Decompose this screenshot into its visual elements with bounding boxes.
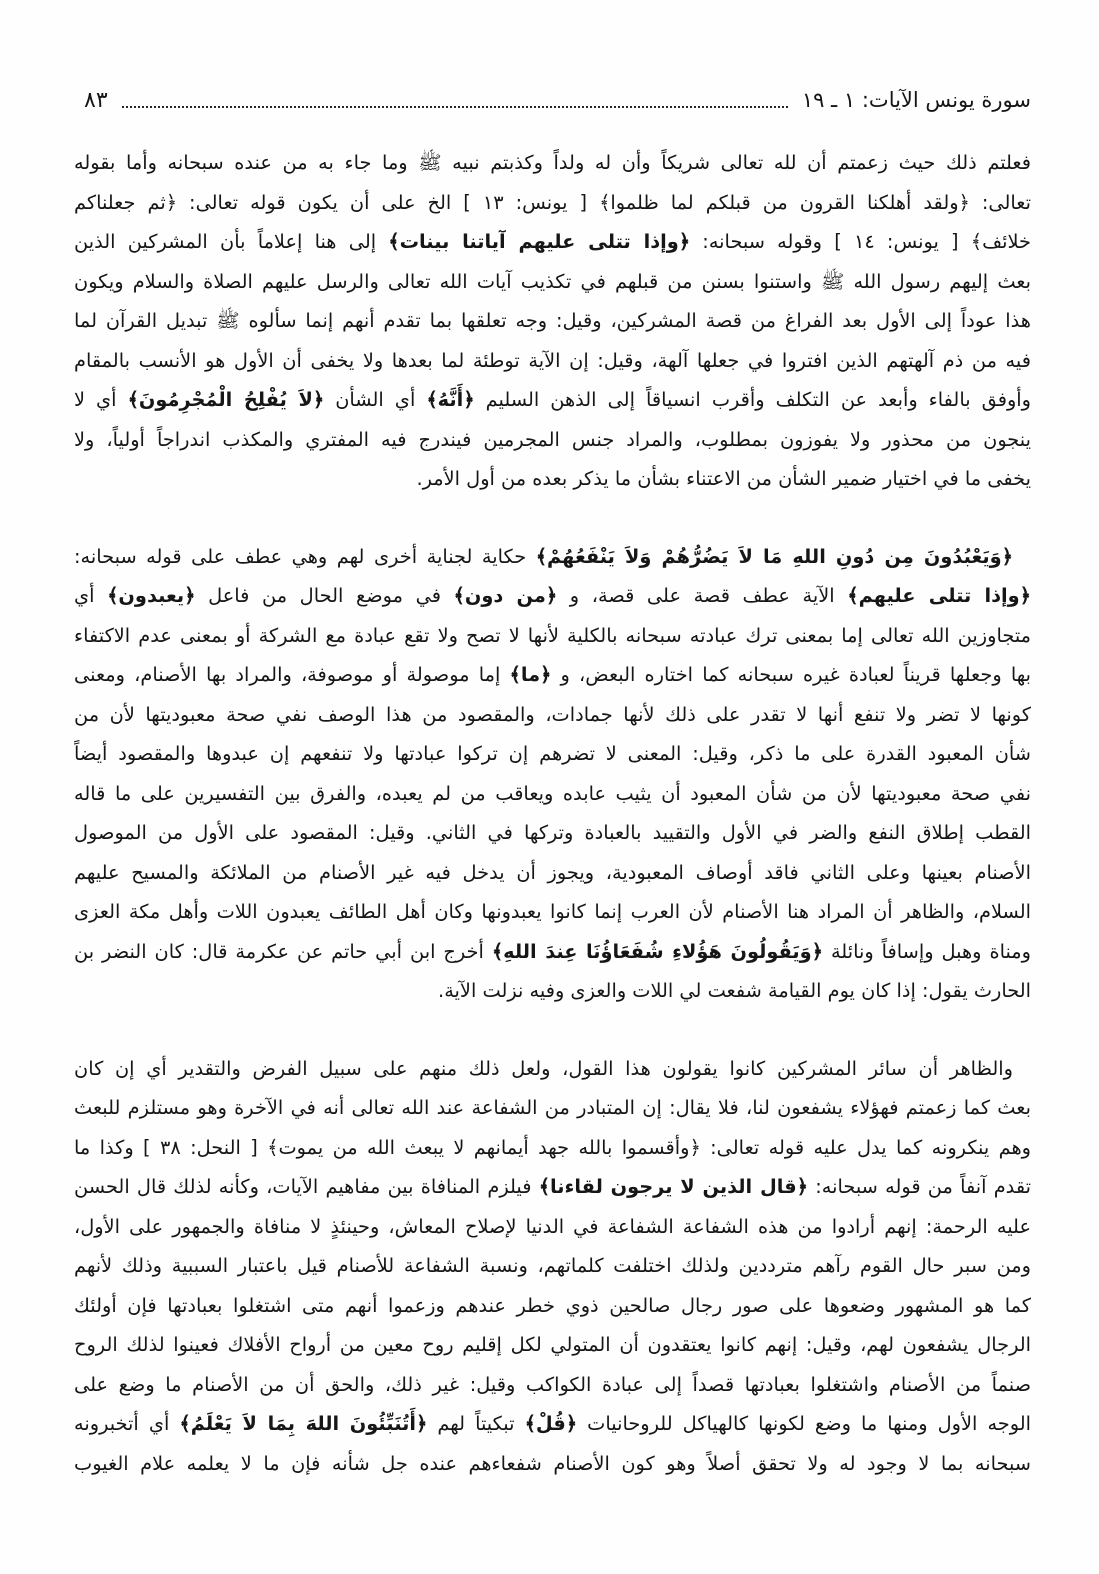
text-run: والظاهر أن سائر المشركين كانوا يقولون هذا القول، ولعل ذلك منهم على سبيل الفرض والتقدير أي إن كان [74, 1056, 1013, 1080]
text-run: أي أتخبرونه [74, 1412, 180, 1435]
text-line [74, 1246, 1031, 1286]
text-run: يخفى ما في اختيار ضمير الشأن من الاعتناء بشأن ما يذكر بعده من أول الأمر. [416, 467, 1031, 490]
text-line [74, 420, 1031, 460]
text-run: تقدم آنفاً من قوله سبحانه: [808, 1175, 1031, 1198]
text-line [74, 459, 1031, 499]
text-run: وهم ينكرونه كما يدل عليه قوله تعالى: ﴿وأقسموا بالله جهد أيمانهم لا يبعث الله من يموت﴾ [ النحل: ٣٨ ] وكذا ما [74, 1135, 1031, 1159]
text-line [74, 1325, 1031, 1365]
text-run: ينجون من محذور ولا يفوزون بمطلوب، والمراد جنس المجرمين فيندرج فيه المفتري والمكذب اندراجاً أولياً، ولا [74, 427, 1031, 451]
text-line [74, 1286, 1031, 1326]
text-run: هذا عوداً إلى الأول بعد الفراغ من قصة المشركين، وقيل: وجه تعلقها بما تقدم أنهم إنما سألوه ﷺ تبديل القرآن لما [74, 309, 1031, 332]
dot-leader [122, 106, 788, 108]
text-run: بعث كما زعمتم فهؤلاء يشفعون لنا، فلا يقال: إن المتبادر من الشفاعة عند الله تعالى أنه في الآخرة وهو مستلزم للبعث [74, 1096, 1031, 1119]
quran-quote: ﴿وَيَعْبُدُونَ مِن دُونِ اللهِ مَا لاَ يَضُرُّهُمْ وَلاَ يَنْفَعُهُمْ﴾ [535, 544, 1013, 568]
text-run: إما موصولة أو موصوفة، والمراد بها الأصنام، ومعنى [74, 663, 510, 686]
text-line [74, 813, 1031, 853]
text-run: الحارث يقول: إذا كان يوم القيامة شفعت لي اللات والعزى وفيه نزلت الآية. [438, 979, 1031, 1002]
quran-quote: ﴿وَيَقُولُونَ هَؤُلاءِ شُفَعَاؤُنَا عِندَ اللهِ﴾ [491, 939, 823, 963]
text-run: الوجه الأول ومنها ما وضع لكونها كالهياكل للروحانيات [577, 1412, 1031, 1435]
text-run: الأصنام بعينها وعلى الثاني فاقد أوصاف المعبودية، ويجوز أن يدخل فيه غير الأصنام من الملائكة والمسيح عليهم [74, 860, 1031, 884]
text-run: أي لا [74, 388, 128, 411]
text-line [74, 262, 1031, 302]
text-line [74, 1365, 1031, 1405]
text-run: صنماً من الأصنام واشتغلوا بعبادتها قصداً إلى عبادة الكواكب وقيل: غير ذلك، والحق أن من الأصنام ما وضع على [74, 1372, 1031, 1396]
text-line [74, 341, 1031, 381]
text-run: أي الشأن [324, 388, 427, 411]
text-line [74, 892, 1031, 932]
paragraph [74, 537, 1031, 1011]
text-line [74, 616, 1031, 656]
paragraph [74, 143, 1031, 499]
quran-quote: ﴿ما﴾ [509, 663, 552, 686]
quran-quote: ﴿قُلْ﴾ [524, 1412, 578, 1435]
text-line [74, 734, 1031, 774]
text-run: نفي صحة معبوديتها لأن من شأن المعبود أن يثيب عابده ويعاقب من لم يعبده، والفرق بين التفسيرين على ما قاله [74, 781, 1031, 805]
text-line [74, 1167, 1031, 1207]
text-line [74, 1404, 1031, 1444]
text-run: فعلتم ذلك حيث زعمتم أن لله تعالى شريكاً وأن له ولداً وكذبتم نبيه ﷺ وما جاء به من عنده سبحانه وأما بقوله [74, 151, 1031, 174]
text-run: سبحانه بما لا وجود له ولا تحقق أصلاً وهو كون الأصنام شفعاءهم عنده جل شأنه فإن ما لا يعلمه علام الغيوب [74, 1451, 1031, 1475]
text-run: القطب إطلاق النفع والضر في الأول والتقييد بالعبادة وتركها في الثاني. وقيل: المقصود على الأول من الموصول [74, 821, 1031, 844]
text-run: كما هو المشهور وضعوها على صور رجال صالحين ذوي خطر عندهم وزعموا أنهم متى اشتغلوا بعبادتها فإن أولئك [74, 1293, 1031, 1317]
quran-quote: ﴿لاَ يُفْلِحُ الْمُجْرِمُونَ﴾ [127, 388, 325, 411]
quran-quote: ﴿أَنَّهُ﴾ [426, 388, 475, 411]
text-run: فيلزم المنافاة بين مفاهيم الآيات، وكأنه لذلك قال الحسن [74, 1175, 539, 1198]
text-run: الرجال يشفعون لهم، وقيل: إنهم كانوا يعتقدون أن المتولي لكل إقليم روح معين من أرواح الأفلاك فعينوا لذلك الروح [74, 1333, 1031, 1356]
text-run: الآية عطف قصة على قصة، و [557, 584, 848, 607]
page-number: ٨٣ [84, 87, 108, 113]
quran-quote: ﴿يعبدون﴾ [107, 584, 196, 607]
text-line [74, 655, 1031, 695]
text-run: السلام، والظاهر أن المراد هنا الأصنام لأن العرب إنما كانوا يعبدونها وكان أهل الطائف يعبدون اللات وأهل مكة العزى [74, 900, 1031, 923]
quran-quote: ﴿من دون﴾ [453, 584, 558, 607]
text-run: ومناة وهبل وإسافاً ونائلة [822, 939, 1031, 963]
text-line [74, 932, 1031, 972]
quran-quote: ﴿وإذا تتلى عليهم آياتنا بينات﴾ [388, 230, 691, 253]
text-run: أخرج ابن أبي حاتم عن عكرمة قال: كان النضر بن [74, 939, 492, 963]
text-line [74, 380, 1031, 420]
running-title: سورة يونس الآيات: ١ ـ ١٩ [801, 88, 1031, 112]
text-line [74, 1207, 1031, 1247]
text-run: خلائف﴾ [ يونس: ١٤ ] وقوله سبحانه: [690, 230, 1031, 253]
body-text [74, 143, 1031, 1483]
text-line [74, 301, 1031, 341]
text-line [74, 1128, 1031, 1168]
text-run: في موضع الحال من فاعل [195, 584, 454, 607]
text-run: إلى هنا إعلاماً بأن المشركين الذين [74, 230, 389, 253]
text-run: عليه الرحمة: إنهم أرادوا من هذه الشفاعة الشفاعة في الدنيا لإصلاح المعاش، وحينئذٍ لا منافاة والجمهور على الأول، [74, 1214, 1031, 1238]
text-line [74, 576, 1031, 616]
quran-quote: ﴿أَتُنَبِّئُونَ اللهَ بِمَا لاَ يَعْلَمُ﴾ [179, 1412, 428, 1435]
text-run: فيه من ذم آلهتهم الذين افتروا في جعلها آلهة، وقيل: إن الآية توطئة لما بعدها ولا يخفى أن الأول هو الأنسب بالمقام [74, 348, 1031, 372]
text-line [74, 774, 1031, 814]
text-line [74, 143, 1031, 183]
text-line [74, 971, 1031, 1011]
text-line [74, 1088, 1031, 1128]
paragraph [74, 1049, 1031, 1484]
text-line [74, 853, 1031, 893]
text-run: بها وجعلها قريناً لعبادة غيره سبحانه كما اختاره البعض، و [551, 663, 1031, 686]
quran-quote: ﴿وإذا تتلى عليهم﴾ [847, 584, 1031, 607]
text-line [74, 1049, 1031, 1089]
text-run: تبكيتاً لهم [427, 1412, 525, 1435]
text-run: حكاية لجناية أخرى لهم وهي عطف على قوله سبحانه: [74, 544, 536, 568]
text-line [74, 1444, 1031, 1484]
text-run: أي [74, 584, 108, 607]
text-run: وأوفق بالفاء وأبعد عن التكلف وأقرب انسياقاً إلى الذهن السليم [474, 388, 1031, 411]
text-run: شأن المعبود القدرة على ما ذكر، وقيل: المعنى لا تضرهم إن تركوا عبادتها ولا تنفعهم إن عبدوها والمقصود أيضاً [74, 742, 1031, 765]
text-line [74, 222, 1031, 262]
text-run: متجاوزين الله تعالى إما بمعنى ترك عبادته سبحانه بالكلية لأنها لا تصح ولا تقع عبادة مع الشركة أو بمعنى عدم الاكتفاء [74, 623, 1031, 647]
text-line [74, 537, 1031, 577]
text-run: ومن سبر حال القوم رآهم مترددين ولذلك اختلفت كلماتهم، ونسبة الشفاعة للأصنام قيل باعتبار السببية وذلك لأنهم [74, 1254, 1031, 1277]
text-run: بعث إليهم رسول الله ﷺ واستنوا بسنن من قبلهم في تكذيب آيات الله تعالى والرسل عليهم الصلاة والسلام ويكون [74, 269, 1031, 293]
running-header [84, 80, 1031, 120]
text-line [74, 183, 1031, 223]
text-run: كونها لا تضر ولا تنفع أنها لا تقدر على ذلك لأنها جمادات، والمقصود من هذا الوصف نفي صحة معبوديتها لأن من [74, 702, 1031, 726]
text-line [74, 695, 1031, 735]
quran-quote: ﴿قال الذين لا يرجون لقاءنا﴾ [538, 1175, 808, 1198]
text-run: تعالى: ﴿ولقد أهلكنا القرون من قبلكم لما ظلموا﴾ [ يونس: ١٣ ] الخ على أن يكون قوله تعالى: ﴿ثم جعلناكم [74, 190, 1031, 214]
